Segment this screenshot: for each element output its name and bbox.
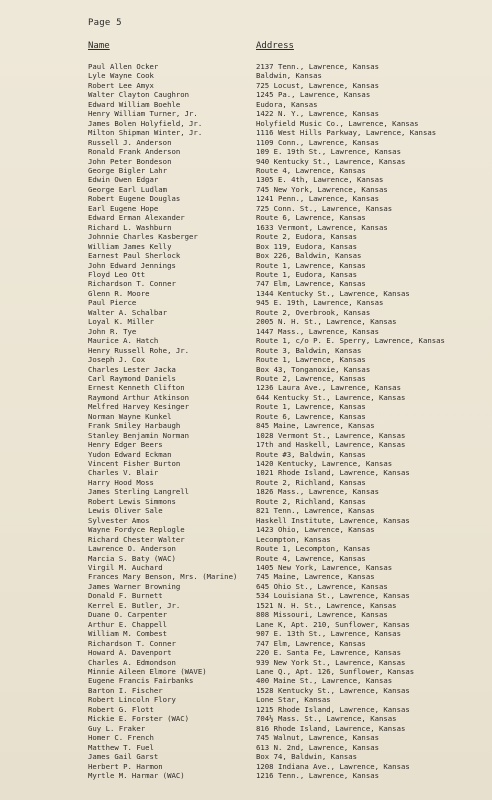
person-name: George Bigler Lahr bbox=[88, 165, 168, 175]
person-address: 1423 Ohio, Lawrence, Kansas bbox=[256, 525, 375, 535]
person-address: 1109 Conn., Lawrence, Kansas bbox=[256, 137, 380, 147]
person-address: Route 1, Lawrence, Kansas bbox=[256, 355, 366, 365]
person-address: 939 New York St., Lawrence, Kansas bbox=[256, 657, 406, 667]
person-address: 17th and Haskell, Lawrence, Kansas bbox=[256, 440, 406, 450]
person-name: Charles Lester Jacka bbox=[88, 364, 176, 374]
list-item bbox=[88, 450, 488, 459]
person-name: Edward Erman Alexander bbox=[88, 213, 185, 223]
person-name: Duane O. Carpenter bbox=[88, 610, 168, 620]
list-item bbox=[88, 667, 488, 676]
list-item bbox=[88, 525, 488, 534]
person-address: 907 E. 13th St., Lawrence, Kansas bbox=[256, 629, 401, 639]
person-name: Marcia S. Baty (WAC) bbox=[88, 553, 176, 563]
person-name: George Earl Ludlam bbox=[88, 184, 168, 194]
person-address: 945 E. 19th, Lawrence, Kansas bbox=[256, 298, 384, 308]
list-item bbox=[88, 771, 488, 780]
list-item bbox=[88, 440, 488, 449]
person-address: Route 1, Lawrence, Kansas bbox=[256, 402, 366, 412]
person-name: Frances Mary Benson, Mrs. (Marine) bbox=[88, 572, 238, 582]
person-name: James Bolen Holyfield, Jr. bbox=[88, 118, 203, 128]
list-item bbox=[88, 355, 488, 364]
person-name: Sylvester Amos bbox=[88, 515, 150, 525]
person-address: 2005 N. H. St., Lawrence, Kansas bbox=[256, 317, 397, 327]
list-item bbox=[88, 223, 488, 232]
person-address: 1521 N. H. St., Lawrence, Kansas bbox=[256, 600, 397, 610]
list-item bbox=[88, 676, 488, 685]
person-address: 109 E. 19th St., Lawrence, Kansas bbox=[256, 147, 401, 157]
person-address: 2137 Tenn., Lawrence, Kansas bbox=[256, 62, 380, 71]
list-item bbox=[88, 563, 488, 572]
person-name: Guy L. Fraker bbox=[88, 723, 146, 733]
person-address: 725 Locust, Lawrence, Kansas bbox=[256, 80, 380, 90]
person-address: 1116 West Hills Parkway, Lawrence, Kansas bbox=[256, 128, 437, 138]
person-address: Route 6, Lawrence, Kansas bbox=[256, 411, 366, 421]
person-address: 704½ Mass. St., Lawrence, Kansas bbox=[256, 714, 397, 724]
list-item bbox=[88, 733, 488, 742]
person-address: Route #3, Baldwin, Kansas bbox=[256, 449, 366, 459]
list-item bbox=[88, 336, 488, 345]
person-address: 1245 Pa., Lawrence, Kansas bbox=[256, 90, 371, 100]
list-item bbox=[88, 90, 488, 99]
person-address: 747 Elm, Lawrence, Kansas bbox=[256, 638, 366, 648]
list-item bbox=[88, 279, 488, 288]
person-name: Richard L. Washburn bbox=[88, 222, 172, 232]
person-name: William James Kelly bbox=[88, 241, 172, 251]
person-address: Route 1, Eudora, Kansas bbox=[256, 269, 358, 279]
person-address: 1208 Indiana Ave., Lawrence, Kansas bbox=[256, 761, 410, 771]
person-name: Walter A. Schalbar bbox=[88, 307, 168, 317]
list-item bbox=[88, 175, 488, 184]
person-address: Route 2, Overbrook, Kansas bbox=[256, 307, 371, 317]
person-address: Route 4, Lawrence, Kansas bbox=[256, 165, 366, 175]
person-name: Raymond Arthur Atkinson bbox=[88, 392, 190, 402]
person-address: 940 Kentucky St., Lawrence, Kansas bbox=[256, 156, 406, 166]
person-address: Route 1, Lecompton, Kansas bbox=[256, 544, 371, 554]
person-name: Henry Edger Beers bbox=[88, 440, 163, 450]
list-item bbox=[88, 686, 488, 695]
person-address: Route 4, Lawrence, Kansas bbox=[256, 553, 366, 563]
list-item bbox=[88, 572, 488, 581]
name-column-header: Name bbox=[88, 41, 110, 51]
person-address: 1344 Kentucky St., Lawrence, Kansas bbox=[256, 288, 410, 298]
person-address: Lone Star, Kansas bbox=[256, 695, 331, 705]
person-address: 745 Walnut, Lawrence, Kansas bbox=[256, 733, 380, 743]
person-name: John Edward Jennings bbox=[88, 260, 176, 270]
person-name: Edwin Owen Edgar bbox=[88, 175, 159, 185]
person-address: 745 New York, Lawrence, Kansas bbox=[256, 184, 388, 194]
person-address: 1633 Vermont, Lawrence, Kansas bbox=[256, 222, 388, 232]
list-item bbox=[88, 516, 488, 525]
person-name: Barton I. Fischer bbox=[88, 685, 163, 695]
list-item bbox=[88, 119, 488, 128]
person-address: 1420 Kentucky, Lawrence, Kansas bbox=[256, 459, 393, 469]
person-name: Vincent Fisher Burton bbox=[88, 459, 181, 469]
list-item bbox=[88, 705, 488, 714]
person-address: 1241 Penn., Lawrence, Kansas bbox=[256, 194, 380, 204]
list-item bbox=[88, 544, 488, 553]
list-item bbox=[88, 421, 488, 430]
list-item bbox=[88, 658, 488, 667]
person-name: Myrtle M. Harmar (WAC) bbox=[88, 770, 185, 780]
list-item bbox=[88, 582, 488, 591]
person-name: Floyd Leo Ott bbox=[88, 269, 146, 279]
roster-list bbox=[88, 62, 488, 780]
person-name: Lawrence O. Anderson bbox=[88, 544, 176, 554]
person-name: Robert Lee Amyx bbox=[88, 80, 154, 90]
list-item bbox=[88, 620, 488, 629]
person-name: Earnest Paul Sherlock bbox=[88, 251, 181, 261]
list-item bbox=[88, 629, 488, 638]
person-address: Lane Q., Apt. 126, Sunflower, Kansas bbox=[256, 667, 415, 676]
person-name: Norman Wayne Kunkel bbox=[88, 411, 172, 421]
person-name: William M. Combest bbox=[88, 629, 168, 639]
list-item bbox=[88, 412, 488, 421]
person-address: 645 Ohio St., Lawrence, Kansas bbox=[256, 581, 388, 591]
person-address: Route 6, Lawrence, Kansas bbox=[256, 213, 366, 223]
person-name: Robert Lewis Simmons bbox=[88, 496, 176, 506]
list-item bbox=[88, 497, 488, 506]
person-name: Ernest Kenneth Clifton bbox=[88, 383, 185, 393]
list-item bbox=[88, 298, 488, 307]
list-item bbox=[88, 194, 488, 203]
list-item bbox=[88, 308, 488, 317]
person-address: Route 3, Baldwin, Kansas bbox=[256, 345, 362, 355]
person-address: Route 2, Lawrence, Kansas bbox=[256, 373, 366, 383]
person-name: John Peter Bondeson bbox=[88, 156, 172, 166]
person-name: Harry Hood Moss bbox=[88, 477, 154, 487]
list-item bbox=[88, 601, 488, 610]
person-name: Milton Shipman Winter, Jr. bbox=[88, 128, 203, 138]
person-name: Earl Eugene Hope bbox=[88, 203, 159, 213]
list-item bbox=[88, 213, 488, 222]
list-item bbox=[88, 147, 488, 156]
person-name: Edward William Boehle bbox=[88, 99, 181, 109]
list-item bbox=[88, 232, 488, 241]
person-address: 1405 New York, Lawrence, Kansas bbox=[256, 563, 393, 573]
list-item bbox=[88, 714, 488, 723]
person-address: Baldwin, Kansas bbox=[256, 71, 322, 81]
person-address: 1422 N. Y., Lawrence, Kansas bbox=[256, 109, 380, 119]
person-name: James Sterling Langrell bbox=[88, 487, 190, 497]
person-name: Lewis Oliver Sale bbox=[88, 506, 163, 516]
address-column-header: Address bbox=[256, 41, 294, 51]
list-item bbox=[88, 365, 488, 374]
list-item bbox=[88, 81, 488, 90]
person-name: Loyal K. Miller bbox=[88, 317, 154, 327]
person-name: Eugene Francis Fairbanks bbox=[88, 676, 194, 686]
list-item bbox=[88, 431, 488, 440]
person-address: Route 2, Richland, Kansas bbox=[256, 496, 366, 506]
list-item bbox=[88, 648, 488, 657]
person-name: Matthew T. Fuel bbox=[88, 742, 154, 752]
person-address: 808 Missouri, Lawrence, Kansas bbox=[256, 610, 388, 620]
person-name: Richardson T. Conner bbox=[88, 279, 176, 289]
person-address: Route 2, Eudora, Kansas bbox=[256, 232, 358, 242]
person-name: Robert Lincoln Flory bbox=[88, 695, 176, 705]
person-address: 1215 Rhode Island, Lawrence, Kansas bbox=[256, 704, 410, 714]
person-name: Frank Smiley Harbaugh bbox=[88, 421, 181, 431]
person-address: Haskell Institute, Lawrence, Kansas bbox=[256, 515, 410, 525]
person-address: 745 Maine, Lawrence, Kansas bbox=[256, 572, 375, 582]
person-name: Richard Chester Walter bbox=[88, 534, 185, 544]
person-name: Mickie E. Forster (WAC) bbox=[88, 714, 190, 724]
person-name: John R. Tye bbox=[88, 326, 137, 336]
list-item bbox=[88, 109, 488, 118]
person-address: Box 119, Eudora, Kansas bbox=[256, 241, 358, 251]
person-address: 644 Kentucky St., Lawrence, Kansas bbox=[256, 392, 406, 402]
person-address: Lane K, Apt. 210, Sunflower, Kansas bbox=[256, 619, 410, 629]
list-item bbox=[88, 327, 488, 336]
list-item bbox=[88, 383, 488, 392]
list-item bbox=[88, 251, 488, 260]
person-address: 534 Louisiana St., Lawrence, Kansas bbox=[256, 591, 410, 601]
list-item bbox=[88, 242, 488, 251]
list-item bbox=[88, 468, 488, 477]
list-item bbox=[88, 261, 488, 270]
list-item bbox=[88, 724, 488, 733]
list-item bbox=[88, 695, 488, 704]
person-name: Yudon Edward Eckman bbox=[88, 449, 172, 459]
person-name: Donald F. Burnett bbox=[88, 591, 163, 601]
list-item bbox=[88, 317, 488, 326]
person-name: Virgil M. Auchard bbox=[88, 563, 163, 573]
person-name: Henry William Turner, Jr. bbox=[88, 109, 198, 119]
person-name: Glenn R. Moore bbox=[88, 288, 150, 298]
person-address: 1021 Rhode Island, Lawrence, Kansas bbox=[256, 468, 410, 478]
list-item bbox=[88, 487, 488, 496]
person-name: James Gail Garst bbox=[88, 752, 159, 762]
list-item bbox=[88, 289, 488, 298]
list-item bbox=[88, 393, 488, 402]
person-name: Richardson T. Conner bbox=[88, 638, 176, 648]
list-item bbox=[88, 71, 488, 80]
list-item bbox=[88, 204, 488, 213]
person-name: Arthur E. Chappell bbox=[88, 619, 168, 629]
list-item bbox=[88, 762, 488, 771]
person-name: Herbert P. Harmon bbox=[88, 761, 163, 771]
person-address: Holyfield Music Co., Lawrence, Kansas bbox=[256, 118, 419, 128]
person-name: Johnnie Charles Kasberger bbox=[88, 232, 198, 242]
person-name: Paul Allen Ocker bbox=[88, 62, 159, 71]
person-name: Wayne Fordyce Replogle bbox=[88, 525, 185, 535]
list-item bbox=[88, 506, 488, 515]
person-address: 220 E. Santa Fe, Lawrence, Kansas bbox=[256, 648, 401, 658]
person-name: Melfred Harvey Kesinger bbox=[88, 402, 190, 412]
list-item bbox=[88, 639, 488, 648]
person-name: Robert Eugene Douglas bbox=[88, 194, 181, 204]
list-item bbox=[88, 591, 488, 600]
person-address: Box 226, Baldwin, Kansas bbox=[256, 251, 362, 261]
person-name: Paul Pierce bbox=[88, 298, 137, 308]
person-name: Carl Raymond Daniels bbox=[88, 373, 176, 383]
list-item bbox=[88, 752, 488, 761]
person-name: Maurice A. Hatch bbox=[88, 336, 159, 346]
person-name: James Warner Browning bbox=[88, 581, 181, 591]
person-name: Russell J. Anderson bbox=[88, 137, 172, 147]
person-address: Eudora, Kansas bbox=[256, 99, 318, 109]
list-item bbox=[88, 138, 488, 147]
person-name: Ronald Frank Anderson bbox=[88, 147, 181, 157]
person-address: 400 Maine St., Lawrence, Kansas bbox=[256, 676, 393, 686]
person-address: 1826 Mass., Lawrence, Kansas bbox=[256, 487, 380, 497]
person-address: 725 Conn. St., Lawrence, Kansas bbox=[256, 203, 393, 213]
list-item bbox=[88, 554, 488, 563]
person-name: Howard A. Davenport bbox=[88, 648, 172, 658]
list-item bbox=[88, 459, 488, 468]
person-name: Homer C. French bbox=[88, 733, 154, 743]
list-item bbox=[88, 346, 488, 355]
person-address: Route 2, Richland, Kansas bbox=[256, 477, 366, 487]
person-address: 845 Maine, Lawrence, Kansas bbox=[256, 421, 375, 431]
list-item bbox=[88, 157, 488, 166]
list-item bbox=[88, 100, 488, 109]
list-item bbox=[88, 402, 488, 411]
person-name: Lyle Wayne Cook bbox=[88, 71, 154, 81]
person-address: 1447 Mass., Lawrence, Kansas bbox=[256, 326, 380, 336]
person-address: Route 1, c/o P. E. Sperry, Lawrence, Kansas bbox=[256, 336, 445, 346]
person-address: 1305 E. 4th, Lawrence, Kansas bbox=[256, 175, 384, 185]
person-address: Box 74, Baldwin, Kansas bbox=[256, 752, 358, 762]
person-name: Charles A. Edmondson bbox=[88, 657, 176, 667]
list-item bbox=[88, 374, 488, 383]
list-item bbox=[88, 185, 488, 194]
list-item bbox=[88, 743, 488, 752]
page-number: Page 5 bbox=[88, 18, 122, 28]
list-item bbox=[88, 270, 488, 279]
person-name: Charles V. Blair bbox=[88, 468, 159, 478]
person-address: Route 1, Lawrence, Kansas bbox=[256, 260, 366, 270]
person-address: 1528 Kentucky St., Lawrence, Kansas bbox=[256, 685, 410, 695]
person-name: Minnie Aileen Elmore (WAVE) bbox=[88, 667, 207, 676]
person-address: 1028 Vermont St., Lawrence, Kansas bbox=[256, 430, 406, 440]
list-item bbox=[88, 535, 488, 544]
person-name: Robert G. Flott bbox=[88, 704, 154, 714]
person-address: 816 Rhode Island, Lawrence, Kansas bbox=[256, 723, 406, 733]
person-name: Stanley Benjamin Norman bbox=[88, 430, 190, 440]
person-address: Box 43, Tonganoxie, Kansas bbox=[256, 364, 371, 374]
person-address: 747 Elm, Lawrence, Kansas bbox=[256, 279, 366, 289]
person-address: 1236 Laura Ave., Lawrence, Kansas bbox=[256, 383, 401, 393]
list-item bbox=[88, 62, 488, 71]
list-item bbox=[88, 610, 488, 619]
person-name: Walter Clayton Caughron bbox=[88, 90, 190, 100]
person-name: Kerrel E. Butler, Jr. bbox=[88, 600, 181, 610]
list-item bbox=[88, 478, 488, 487]
person-address: 1216 Tenn., Lawrence, Kansas bbox=[256, 770, 380, 780]
person-address: 821 Tenn., Lawrence, Kansas bbox=[256, 506, 375, 516]
person-address: Lecompton, Kansas bbox=[256, 534, 331, 544]
person-name: Joseph J. Cox bbox=[88, 355, 146, 365]
person-address: 613 N. 2nd, Lawrence, Kansas bbox=[256, 742, 380, 752]
list-item bbox=[88, 128, 488, 137]
list-item bbox=[88, 166, 488, 175]
person-name: Henry Russell Rohe, Jr. bbox=[88, 345, 190, 355]
